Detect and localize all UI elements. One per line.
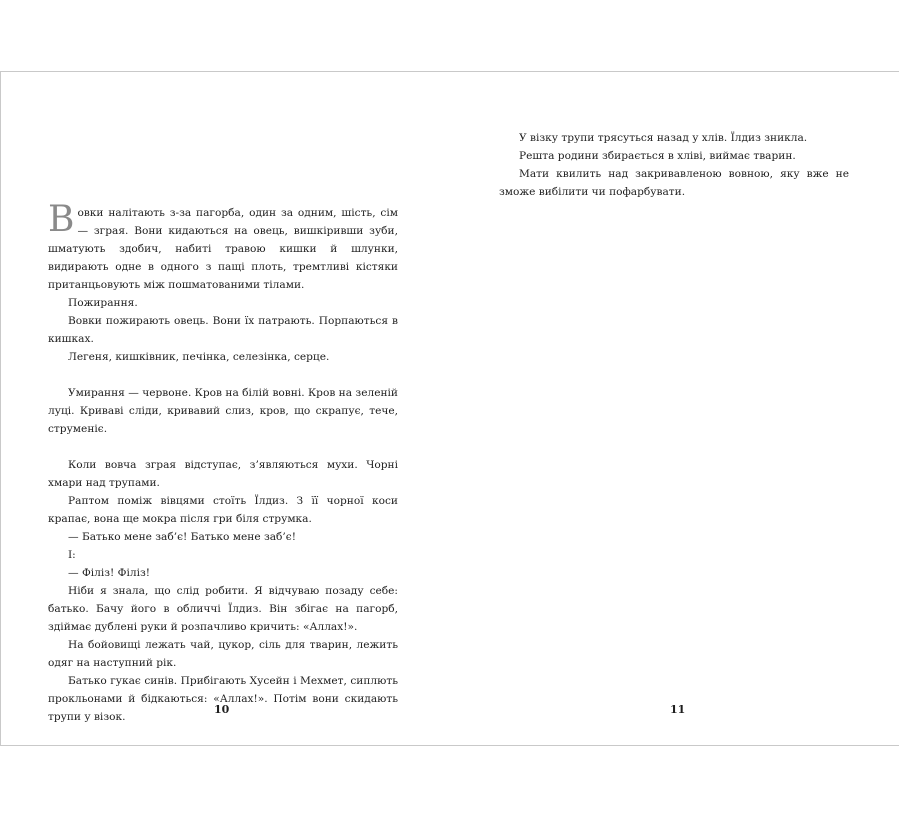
paragraph: Коли вовча зграя відступає, з’являються мухи. Чорні хмари над трупами. bbox=[48, 459, 398, 489]
paragraph: — Батько мене заб’є! Батько мене заб’є! bbox=[68, 531, 296, 543]
paragraph: Мати квилить над закривавленою вовною, яку вже не зможе вибілити чи пофарбувати. bbox=[499, 168, 849, 198]
paragraph: На бойовищі лежать чай, цукор, сіль для тварин, лежить одяг на наступний рік. bbox=[48, 639, 398, 669]
paragraph: Легеня, кишківник, печінка, селезінка, серце. bbox=[68, 351, 330, 363]
right-page-text bbox=[499, 129, 849, 201]
paragraph: — Філіз! Філіз! bbox=[68, 567, 150, 579]
left-page-text bbox=[48, 199, 398, 726]
paragraph: Решта родини збирається в хліві, виймає тварин. bbox=[519, 150, 796, 162]
drop-cap: В bbox=[48, 199, 75, 240]
paragraph: Пожирання. bbox=[68, 297, 138, 309]
paragraph: Батько гукає синів. Прибігають Хусейн і Мехмет, сиплють прокльонами й бідкаються: «Аллах!». Потім вони скидають трупи у візок. bbox=[48, 675, 398, 723]
page-number-left: 10 bbox=[214, 703, 230, 716]
paragraph: Вовки пожирають овець. Вони їх патрають. Порпаються в кишках. bbox=[48, 315, 398, 345]
paragraph: У візку трупи трясуться назад у хлів. Їлдиз зникла. bbox=[519, 132, 808, 144]
paragraph: І: bbox=[68, 549, 76, 561]
page-number-right: 11 bbox=[670, 703, 686, 716]
paragraph: Умирання — червоне. Кров на білій вовні. Кров на зеленій луці. Криваві сліди, кривавий слиз, кров, що скрапує, тече, струменіє. bbox=[48, 387, 398, 435]
opening-paragraph-text: овки налітають з-за пагорба, один за одним, шість, сім — зграя. Вони кидаються на овець, вишкіривши зуби, шматують здобич, набиті травою кишки й шлунки, видирають одне в одного з пащі плоть, тремтливі кістяки пританцьовують між пошматованими тілами. bbox=[48, 207, 398, 291]
paragraph: Ніби я знала, що слід робити. Я відчуваю позаду себе: батько. Бачу його в обличчі Їлдиз. Він збігає на пагорб, здіймає дублені руки й розпачливо кричить: «Аллах!». bbox=[48, 585, 398, 633]
opening-paragraph bbox=[48, 199, 398, 294]
paragraph: Раптом поміж вівцями стоїть Їлдиз. З її чорної коси крапає, вона ще мокра після гри біля струмка. bbox=[48, 495, 398, 525]
